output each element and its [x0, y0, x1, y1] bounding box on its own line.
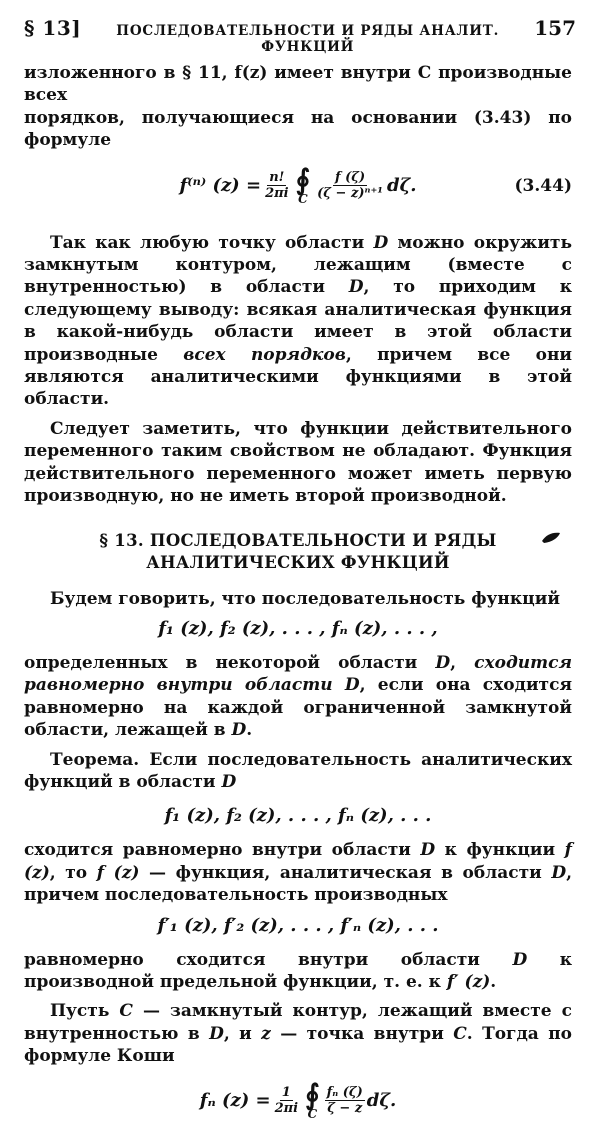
eq344-coeff-num: n!: [269, 170, 285, 186]
p6-var-d2: D: [551, 862, 567, 883]
eq344-differential: dζ.: [387, 175, 417, 197]
p2-text-g: , причем все они являются аналитическими функциями в этой области.: [24, 344, 573, 410]
p6-text-e: , то: [49, 862, 97, 883]
section-heading-line2: АНАЛИТИЧЕСКИХ ФУНКЦИЙ: [146, 552, 450, 572]
p6-text-a: сходится равномерно внутри области: [24, 840, 421, 861]
header-section-ref: § 13]: [24, 16, 82, 40]
page-body: [24, 62, 572, 1128]
p5-var-d1: D: [435, 652, 451, 673]
p1-line1: изложенного в § 11, f(z) имеет внутри C производные всех: [24, 63, 572, 106]
section-heading-line1: § 13. ПОСЛЕДОВАТЕЛЬНОСТИ И РЯДЫ: [99, 530, 497, 550]
p7-text-e: .: [490, 971, 497, 992]
cauchy-differential: dζ.: [366, 1090, 397, 1112]
p1-line2: порядков, получающиеся на основании (3.43) по формуле: [24, 107, 572, 151]
eq344-lhs: f⁽ⁿ⁾ (z) =: [179, 175, 262, 197]
p7-text-a: равномерно сходится внутри области: [24, 949, 513, 970]
eq344-coeff-fraction: [263, 170, 291, 201]
p2-text-c: можно окружить замкнутым контуром, лежащим (вместе с внутренностью) в области: [24, 232, 572, 298]
p8-text-c: — замкнутый контур, лежащий вместе с внутренностью в: [24, 1001, 572, 1044]
cauchy-contour-label: C: [307, 1107, 318, 1122]
theorem-label: Теорема.: [50, 749, 140, 770]
p6-limit-fn: f (z): [24, 840, 572, 883]
p8-text-i: . Тогда по формуле Коши: [24, 1023, 573, 1067]
p2-var-d2: D: [348, 277, 364, 298]
cauchy-integrand-num: fₙ (ζ): [326, 1085, 363, 1101]
p5-text-e: [333, 675, 345, 695]
sequence-analytic-functions: f₁ (z), f₂ (z), . . . , fₙ (z), . . .: [164, 805, 432, 827]
p5-var-d3: D: [231, 720, 247, 741]
p6-var-d1: D: [420, 840, 436, 861]
p2-text-e: , то приходим к следующему выводу: всякая аналитическая функция в какой-нибудь области имеет в этой области производные: [24, 277, 572, 365]
p8-var-c2: C: [453, 1023, 467, 1044]
theorem-statement: [24, 749, 572, 794]
equation-number: (3.44): [514, 175, 572, 196]
p5-text-a: определенных в некоторой области: [24, 652, 436, 673]
running-header: [24, 16, 576, 55]
p6-text-c: к функции: [435, 840, 565, 861]
p6-limit-fn2: f (z): [96, 862, 140, 883]
cauchy-integrand-den: ζ − z: [327, 1101, 363, 1117]
contour-integral-icon: ∮ C: [305, 1078, 320, 1122]
theorem-derivative-conclusion: [24, 949, 572, 994]
equation-cauchy: [24, 1074, 572, 1128]
p7-text-c: к производной предельной функции, т. е. к: [24, 949, 572, 992]
cauchy-integrand-fraction: [325, 1085, 365, 1116]
theorem-text: Если последовательность аналитических функций в области: [24, 749, 572, 792]
theorem-conclusion: [24, 839, 572, 906]
eq344-integrand-den: (ζ − z)ⁿ⁺¹: [317, 186, 383, 202]
p6-text-i: , причем последовательность производных: [24, 862, 572, 906]
equation-3-44: [24, 158, 572, 214]
cauchy-coeff-den: 2πi: [274, 1101, 299, 1117]
paragraph-continuation: [24, 62, 572, 152]
p2-emphasis: всех порядков: [183, 344, 346, 365]
p5-text-g: , если она сходится равномерно на каждой ограниченной замкнутой области, лежащей в: [24, 675, 573, 741]
p5-text-i: .: [246, 720, 253, 741]
p2-text-a: Так как любую точку области: [50, 232, 374, 253]
eq344-integrand-num: f (ζ): [335, 170, 366, 186]
p2-var-d1: D: [373, 232, 389, 253]
cauchy-coeff-fraction: [273, 1085, 301, 1116]
p8-var-c1: C: [119, 1001, 133, 1022]
p8-text-a: Пусть: [50, 1001, 120, 1022]
section-heading: [24, 530, 572, 574]
eq344-integrand-fraction: [315, 170, 385, 201]
cauchy-coeff-num: 1: [281, 1085, 291, 1101]
p8-var-z: z: [261, 1023, 271, 1044]
contour-integral-icon: ∮ C: [295, 163, 311, 207]
ink-blot-icon: [540, 530, 562, 544]
p6-text-g: — функция, аналитическая в области: [139, 862, 552, 883]
sequence-derivatives: f′₁ (z), f′₂ (z), . . . , f′ₙ (z), . . .: [157, 914, 439, 936]
paragraph-conclusion: [24, 232, 572, 411]
p7-derivative: f′ (z): [446, 971, 491, 992]
p8-text-e: , и: [223, 1023, 262, 1044]
paragraph-definition-intro: Будем говорить, что последовательность функций: [50, 588, 560, 609]
p7-var-d: D: [512, 949, 528, 970]
paragraph-definition: [24, 652, 572, 742]
eq344-coeff-den: 2πi: [265, 186, 289, 202]
p8-text-g: — точка внутри: [270, 1023, 454, 1044]
p5-emphasis: сходится равномерно внутри области: [24, 652, 572, 696]
proof-start: [24, 1000, 572, 1067]
p8-var-d: D: [209, 1023, 224, 1044]
eq344-contour-label: C: [298, 192, 308, 207]
page-number: 157: [534, 16, 576, 40]
p5-var-d2: D: [344, 675, 360, 696]
paragraph-remark: Следует заметить, что функции действительного переменного таким свойством не обладают. Функция действительного переменного может иметь первую производную, но не иметь второй производной.: [24, 418, 572, 507]
p5-text-c: ,: [450, 652, 475, 673]
sequence-functions: f₁ (z), f₂ (z), . . . , fₙ (z), . . . ,: [158, 617, 438, 639]
header-chapter-title: ПОСЛЕДОВАТЕЛЬНОСТИ И РЯДЫ АНАЛИТ. ФУНКЦИЙ: [116, 23, 500, 55]
theorem-var-d: D: [221, 771, 237, 792]
cauchy-lhs: fₙ (z) =: [199, 1090, 271, 1112]
